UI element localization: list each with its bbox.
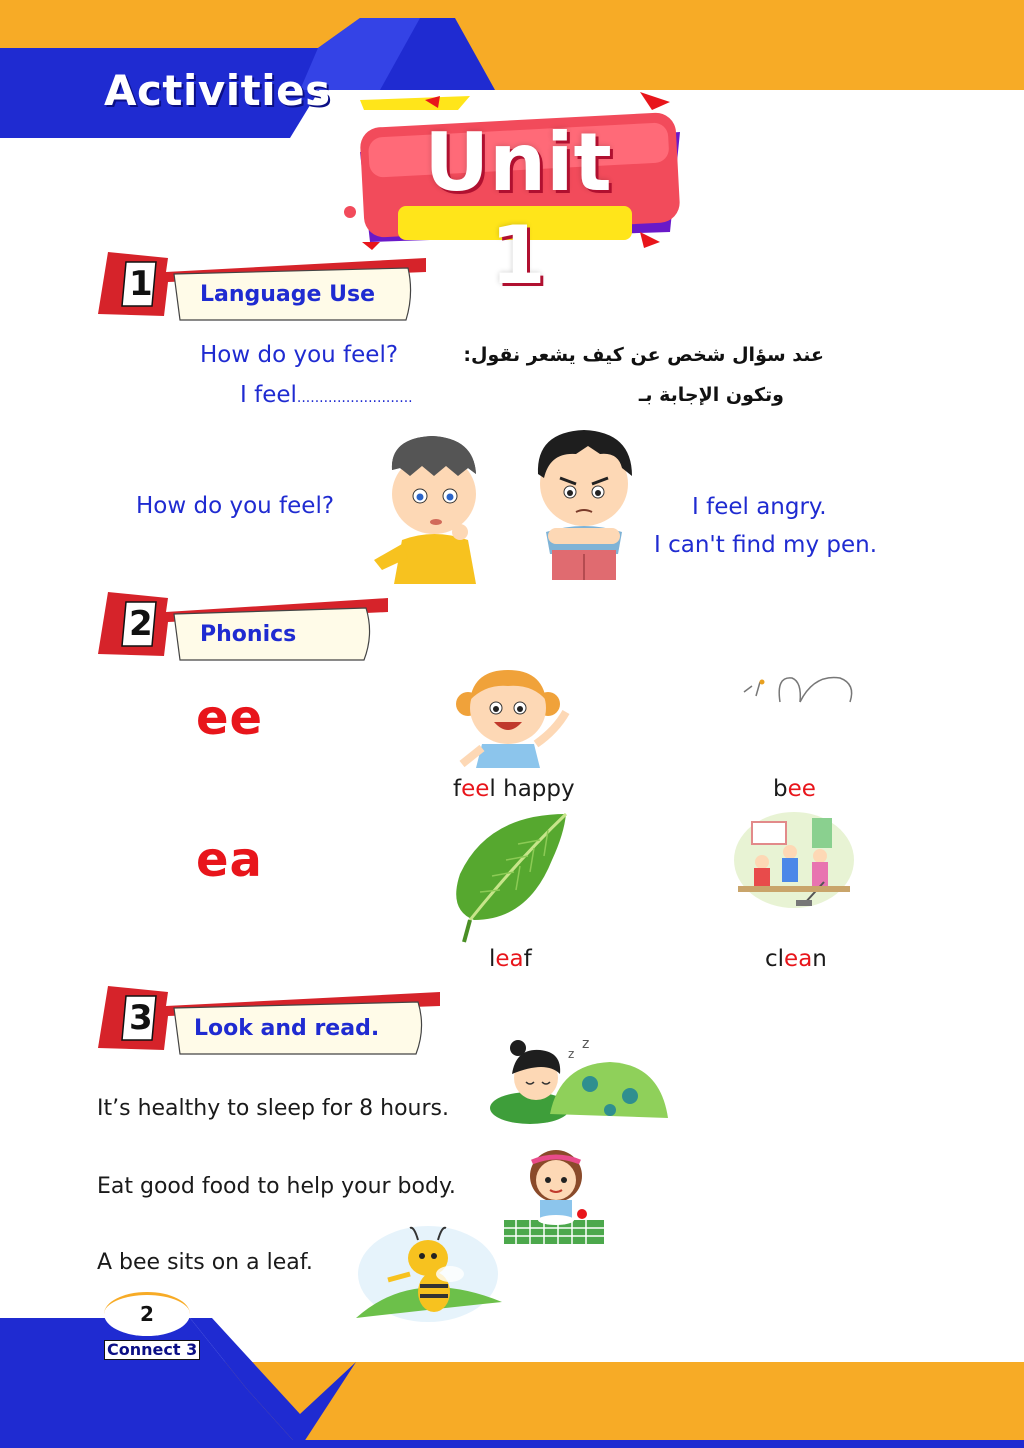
word-highlight: ee — [787, 776, 816, 802]
eating-girl-illustration — [502, 1146, 606, 1246]
book-series-label: Connect 3 — [104, 1340, 200, 1360]
word-clean — [765, 946, 827, 972]
answer-blank: .......................... — [296, 390, 413, 406]
sentence-sleep: It’s healthy to sleep for 8 hours. — [97, 1096, 449, 1121]
word-feel-happy — [453, 776, 575, 802]
unit-title: Unit 1 — [424, 116, 612, 302]
word-part: n — [812, 946, 827, 972]
phonics-sound-ea: ea — [196, 832, 263, 888]
arabic-instruction-2: وتكون الإجابة بـ — [638, 384, 784, 406]
word-leaf — [489, 946, 532, 972]
section-1-label: Language Use — [200, 282, 375, 307]
sentence-food: Eat good food to help your body. — [97, 1174, 456, 1199]
sentence-bee: A bee sits on a leaf. — [97, 1250, 313, 1275]
section-2-header — [96, 590, 396, 670]
word-highlight: ea — [495, 946, 524, 972]
svg-text:z: z — [582, 1036, 590, 1052]
example-answer-1: I feel angry. — [692, 494, 827, 520]
bee-illustration — [740, 672, 860, 704]
page-header-title: Activities — [104, 66, 331, 115]
word-bee — [773, 776, 816, 802]
word-highlight: ea — [784, 946, 813, 972]
word-part: l happy — [489, 776, 575, 802]
section-2-label: Phonics — [200, 622, 297, 647]
bee-on-leaf-illustration — [354, 1222, 504, 1324]
page-number: 2 — [104, 1292, 190, 1336]
section-3-number: 3 — [129, 998, 153, 1038]
section-2-number: 2 — [129, 604, 153, 644]
section-3-header — [96, 984, 446, 1064]
word-part: l — [489, 946, 496, 972]
word-part: b — [773, 776, 788, 802]
answer-prefix: I feel — [240, 382, 297, 408]
section-1-number: 1 — [129, 264, 153, 304]
example-answer-2: I can't find my pen. — [654, 532, 878, 558]
word-part: f — [453, 776, 462, 802]
cleaning-family-illustration — [732, 808, 856, 910]
angry-boy-illustration — [528, 424, 640, 580]
happy-girl-illustration — [452, 664, 576, 768]
svg-text:z: z — [568, 1047, 575, 1061]
sleeping-girl-illustration — [490, 1034, 670, 1128]
phonics-sound-ee: ee — [196, 690, 264, 746]
language-answer-template — [240, 382, 413, 408]
word-highlight: ee — [461, 776, 490, 802]
leaf-illustration — [448, 810, 572, 944]
language-question: How do you feel? — [200, 342, 399, 368]
example-question: How do you feel? — [136, 493, 335, 519]
thinking-boy-illustration — [372, 430, 492, 584]
section-1-header — [96, 250, 436, 330]
section-3-label: Look and read. — [194, 1016, 380, 1041]
word-part: cl — [765, 946, 785, 972]
word-part: f — [523, 946, 532, 972]
arabic-instruction-1: عند سؤال شخص عن كيف يشعر نقول: — [463, 344, 824, 366]
